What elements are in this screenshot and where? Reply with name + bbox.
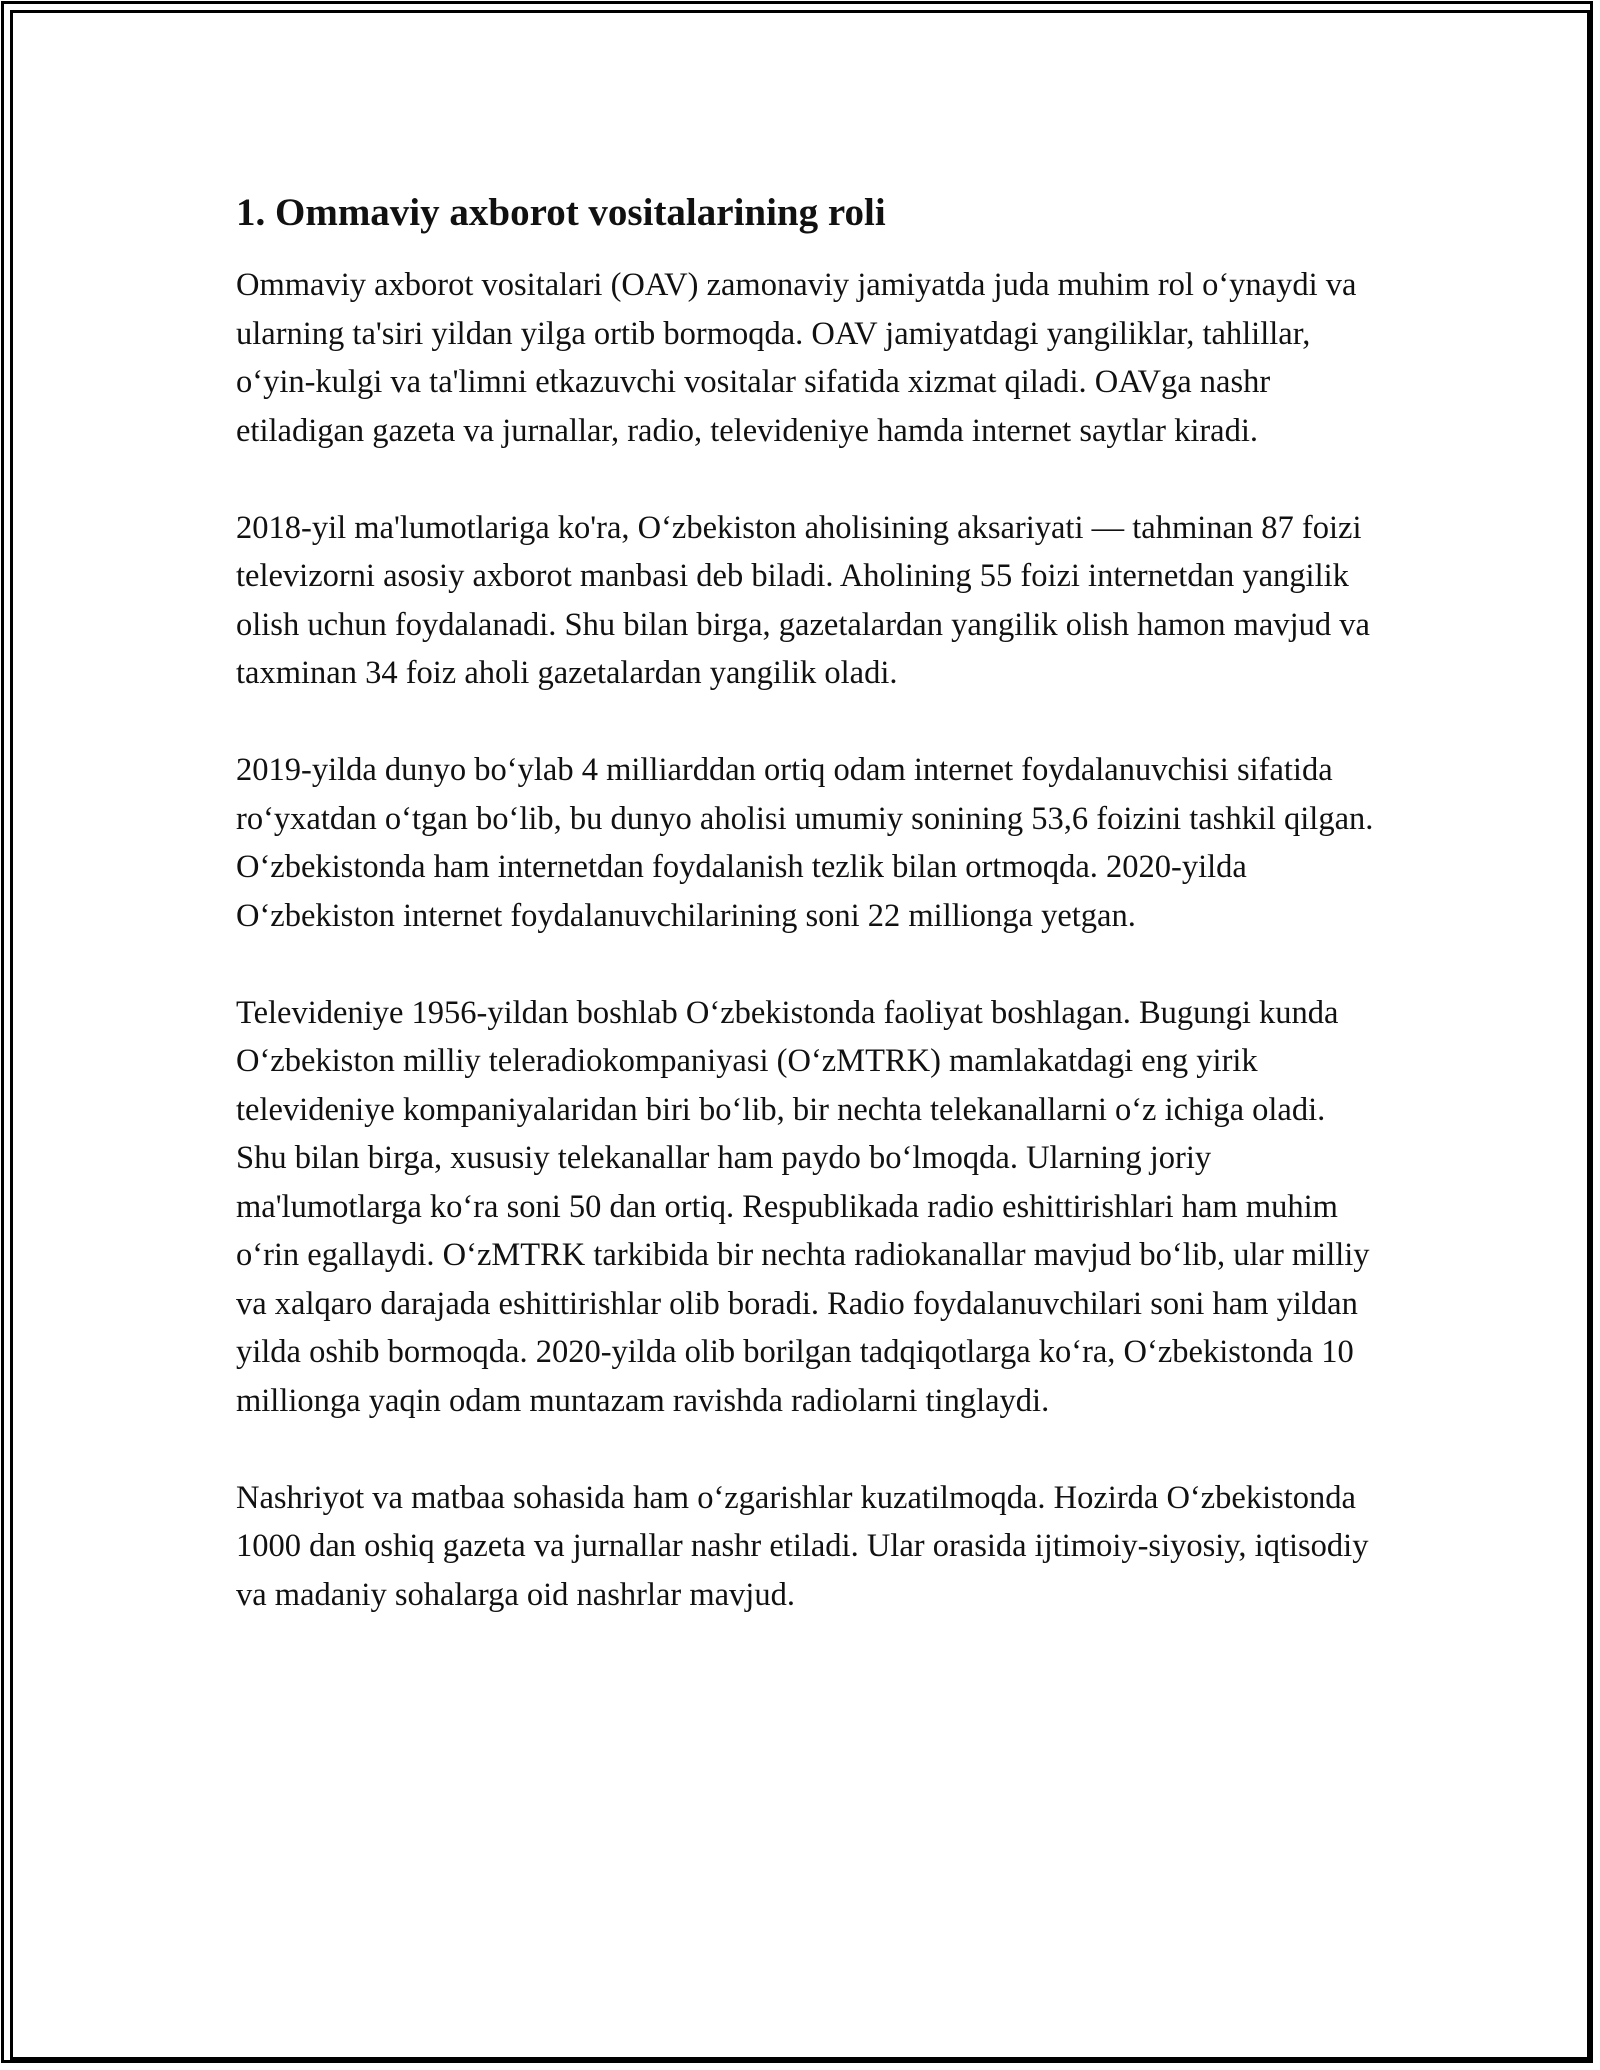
paragraph-2018-statistics: 2018-yil ma'lumotlariga ko'ra, Oʻzbekiston aholisining aksariyati — tahminan 87 foizi televizorni asosiy axborot manbasi deb biladi. Aholining 55 foizi internetdan yangilik olish uchun foydalanadi. Shu bilan birga, gazetalardan yangilik olish hamon mavjud va taxminan 34 foiz aholi gazetalardan yangilik oladi. [236,509,1370,691]
paragraph-publishing: Nashriyot va matbaa sohasida ham oʻzgarishlar kuzatilmoqda. Hozirda Oʻzbekistonda 1000 dan oshiq gazeta va jurnallar nashr etiladi. Ular orasida ijtimoiy-siyosiy, iqtisodiy va madaniy sohalarga oid nashrlar mavjud. [236,1479,1369,1613]
paragraph-television-radio: Televideniye 1956-yildan boshlab Oʻzbekistonda faoliyat boshlagan. Bugungi kunda Oʻzbekiston milliy teleradiokompaniyasi (OʻzMTRK) mamlakatdagi eng yirik televideniye kompaniyalaridan biri boʻlib, bir nechta telekanallarni oʻz ichiga oladi. Shu bilan birga, xususiy telekanallar ham paydo boʻlmoqda. Ularning joriy ma'lumotlarga koʻra soni 50 dan ortiq. Respublikada radio eshittirishlari ham muhim oʻrin egallaydi. OʻzMTRK tarkibida bir nechta radiokanallar mavjud boʻlib, ular milliy va xalqaro darajada eshittirishlar olib boradi. Radio foydalanuvchilari soni ham yildan yilda oshib bormoqda. 2020-yilda olib borilgan tadqiqotlarga koʻra, Oʻzbekistonda 10 millionga yaqin odam muntazam ravishda radiolarni tinglaydi. [236,994,1370,1419]
section-title: 1. Ommaviy axborot vositalarining roli [236,191,886,234]
document-body [236,185,1376,1668]
paragraph-intro: Ommaviy axborot vositalari (OAV) zamonaviy jamiyatda juda muhim rol oʻynaydi va ularning ta'siri yildan yilga ortib bormoqda. OAV jamiyatdagi yangiliklar, tahlillar, oʻyin-kulgi va ta'limni etkazuvchi vositalar sifatida xizmat qiladi. OAVga nashr etiladigan gazeta va jurnallar, radio, televideniye hamda internet saytlar kiradi. [236,267,1357,449]
paragraph-internet-usage: 2019-yilda dunyo boʻylab 4 milliarddan ortiq odam internet foydalanuvchisi sifatida roʻyxatdan oʻtgan boʻlib, bu dunyo aholisi umumiy sonining 53,6 foizini tashkil qilgan. Oʻzbekistonda ham internetdan foydalanish tezlik bilan ortmoqda. 2020-yilda Oʻzbekiston internet foydalanuvchilarining soni 22 millionga yetgan. [236,752,1374,934]
